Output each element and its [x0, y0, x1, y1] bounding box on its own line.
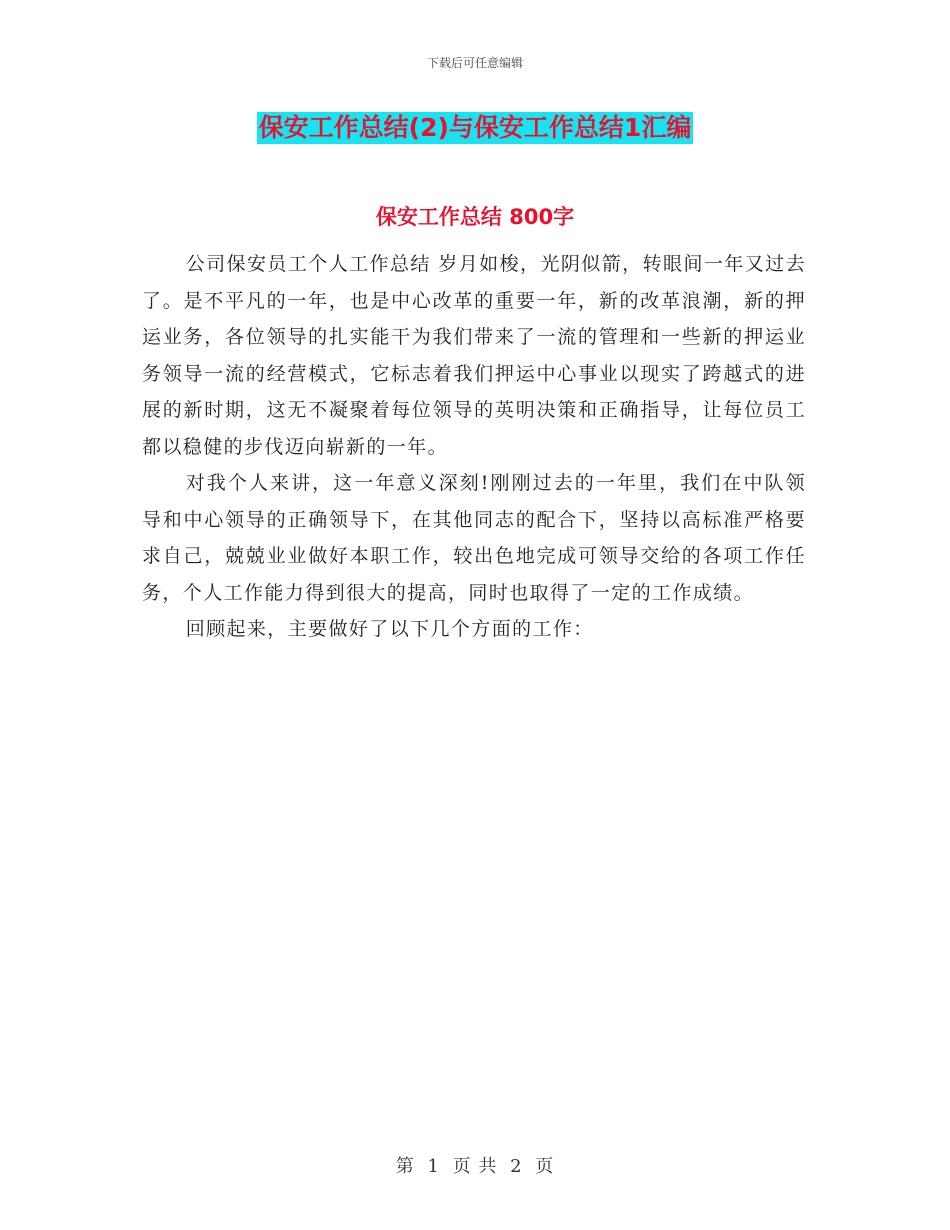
- body-text: [142, 246, 806, 648]
- footer-suffix: 页: [535, 1156, 555, 1177]
- section-title: 保安工作总结 800字: [375, 205, 575, 229]
- header-note: 下载后可任意编辑: [426, 56, 523, 70]
- page-footer: [0, 1152, 950, 1178]
- document-title: 保安工作总结(2)与保安工作总结1汇编: [258, 113, 692, 142]
- document-title-container: [0, 112, 950, 144]
- paragraph: 对我个人来讲，这一年意义深刻!刚刚过去的一年里，我们在中队领导和中心领导的正确领导下，在其他同志的配合下，坚持以高标准严格要求自己，兢兢业业做好本职工作，较出色地完成可领导交给的各项工作任务，个人工作能力得到很大的提高，同时也取得了一定的工作成绩。: [142, 472, 806, 604]
- footer-prefix: 第: [395, 1156, 415, 1177]
- footer-page-number: 1: [427, 1156, 440, 1177]
- paragraph: 公司保安员工个人工作总结 岁月如梭，光阴似箭，转眼间一年又过去了。是不平凡的一年，也是中心改革的重要一年，新的改革浪潮，新的押运业务，各位领导的扎实能干为我们带来了一流的管理和一些新的押运业务领导一流的经营模式，它标志着我们押运中心事业以现实了跨越式的进展的新时期，这无不凝聚着每位领导的英明决策和正确指导，让每位员工都以稳健的步伐迈向崭新的一年。: [142, 253, 806, 458]
- footer-middle: 页 共: [452, 1156, 498, 1177]
- footer-total-pages: 2: [510, 1156, 523, 1177]
- paragraph: 回顾起来，主要做好了以下几个方面的工作：: [185, 618, 594, 640]
